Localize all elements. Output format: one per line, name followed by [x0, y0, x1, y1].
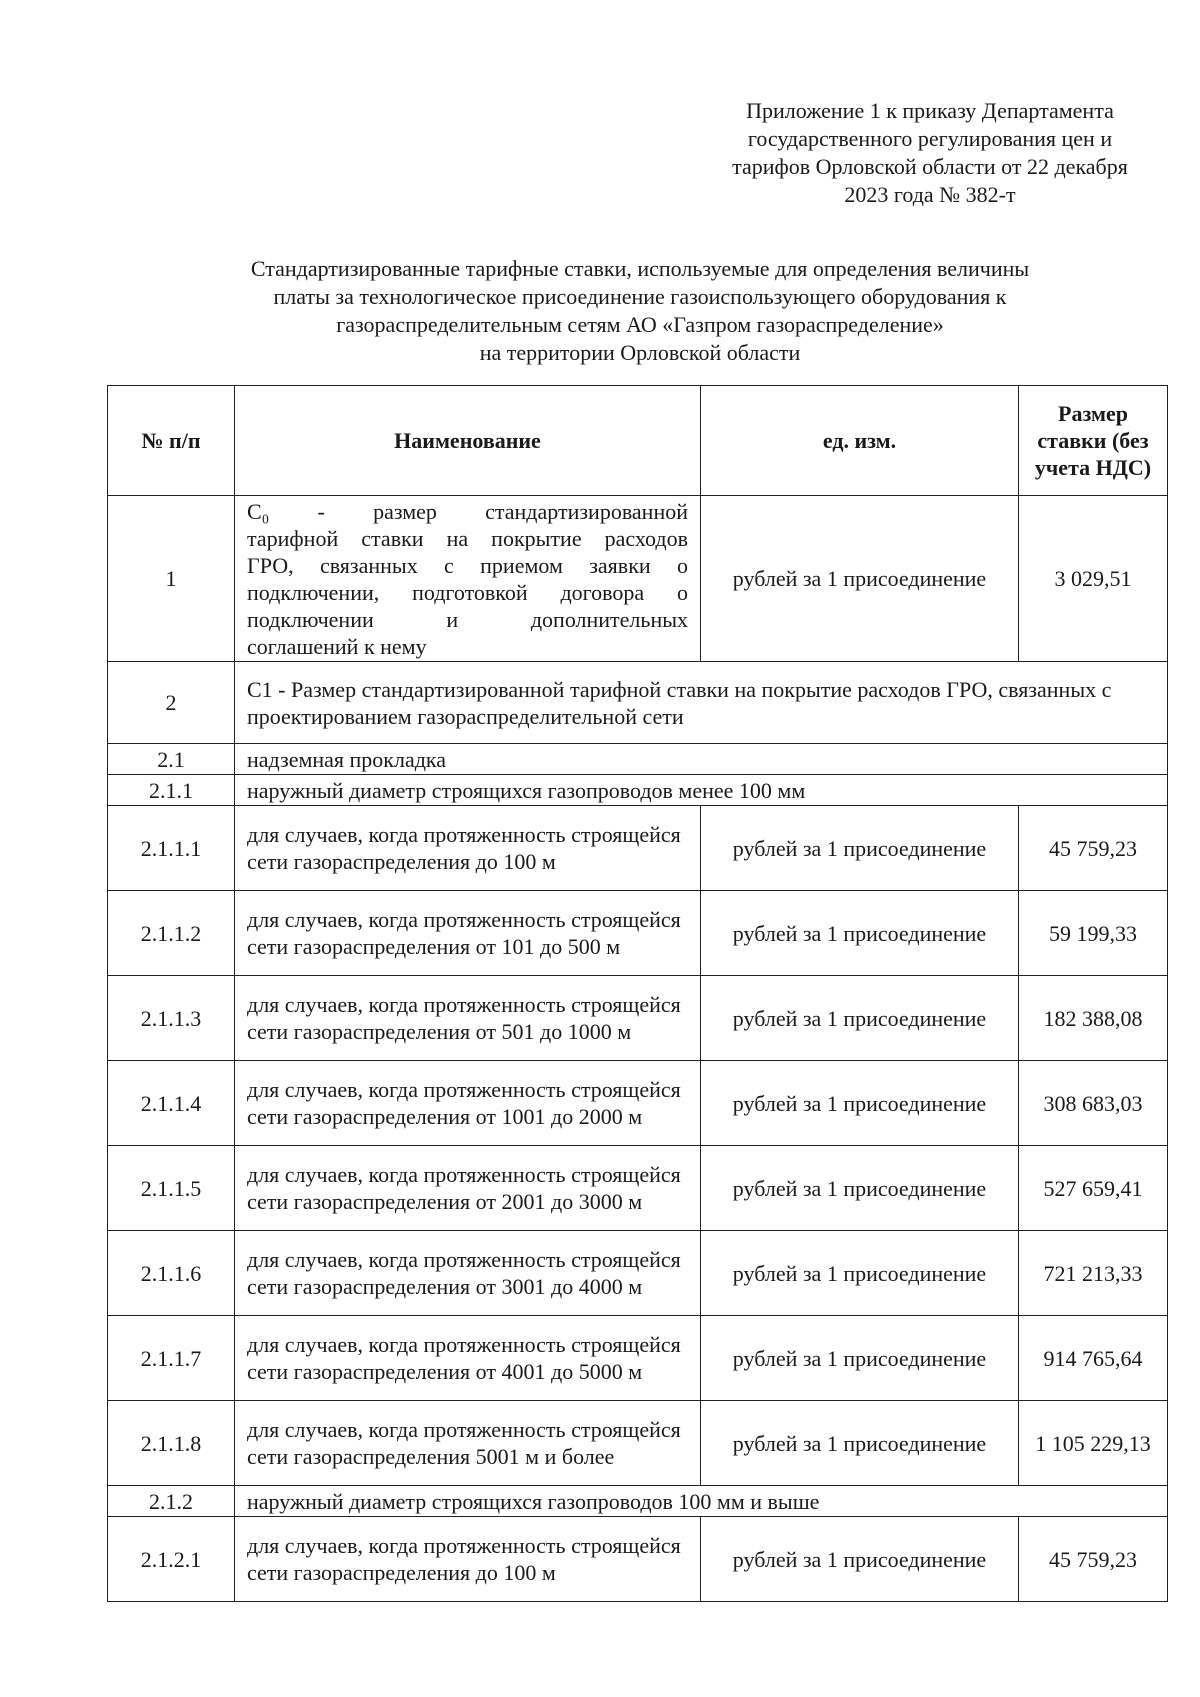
- row-name: для случаев, когда протяженность строящейся сети газораспределения от 4001 до 5000 м: [235, 1316, 701, 1401]
- row-num: 2.1.1.4: [108, 1061, 235, 1146]
- row-num: 1: [108, 496, 235, 662]
- appendix-line: 2023 года № 382-т: [844, 182, 1016, 207]
- row-name: наружный диаметр строящихся газопроводов 100 мм и выше: [235, 1486, 1168, 1517]
- row-unit: рублей за 1 присоединение: [701, 1517, 1019, 1602]
- row-name-line: подключении, подготовкой договора о: [247, 579, 688, 605]
- table-row: [108, 1061, 1168, 1146]
- row-value: 45 759,23: [1019, 806, 1168, 891]
- row-name-line: тарифной ставки на покрытие расходов: [247, 525, 688, 551]
- row-num: 2.1.1: [108, 775, 235, 806]
- row-num: 2.1.1.1: [108, 806, 235, 891]
- row-num: 2.1.1.5: [108, 1146, 235, 1231]
- row-name: наружный диаметр строящихся газопроводов менее 100 мм: [235, 775, 1168, 806]
- row-name: для случаев, когда протяженность строящейся сети газораспределения от 501 до 1000 м: [235, 976, 701, 1061]
- header-name: Наименование: [235, 386, 701, 496]
- row-unit: рублей за 1 присоединение: [701, 976, 1019, 1061]
- row-unit: рублей за 1 присоединение: [701, 496, 1019, 662]
- row-name: С1 - Размер стандартизированной тарифной ставки на покрытие расходов ГРО, связанных с проектированием газораспределительной сети: [235, 662, 1168, 744]
- row-num: 2.1.2: [108, 1486, 235, 1517]
- row-value: 1 105 229,13: [1019, 1401, 1168, 1486]
- row-num: 2: [108, 662, 235, 744]
- appendix-note: [700, 97, 1160, 209]
- title-line: платы за технологическое присоединение газоиспользующего оборудования к: [273, 284, 1007, 309]
- header-rate: Размер ставки (без учета НДС): [1019, 386, 1168, 496]
- row-num: 2.1.1.2: [108, 891, 235, 976]
- row-unit: рублей за 1 присоединение: [701, 891, 1019, 976]
- row-unit: рублей за 1 присоединение: [701, 806, 1019, 891]
- title-line: газораспределительным сетям АО «Газпром газораспределение»: [336, 312, 944, 337]
- table-row: [108, 1517, 1168, 1602]
- row-value: 3 029,51: [1019, 496, 1168, 662]
- table-row: [108, 1401, 1168, 1486]
- document-title: [140, 255, 1140, 367]
- table-row: [108, 1146, 1168, 1231]
- row-unit: рублей за 1 присоединение: [701, 1231, 1019, 1316]
- row-value: 721 213,33: [1019, 1231, 1168, 1316]
- appendix-line: тарифов Орловской области от 22 декабря: [732, 154, 1128, 179]
- row-num: 2.1.1.8: [108, 1401, 235, 1486]
- row-name: для случаев, когда протяженность строящейся сети газораспределения от 1001 до 2000 м: [235, 1061, 701, 1146]
- row-name: [235, 496, 701, 662]
- table-row: [108, 1231, 1168, 1316]
- row-name: для случаев, когда протяженность строящейся сети газораспределения от 101 до 500 м: [235, 891, 701, 976]
- row-value: 914 765,64: [1019, 1316, 1168, 1401]
- table-row: [108, 1316, 1168, 1401]
- table-row: [108, 1486, 1168, 1517]
- row-name: для случаев, когда протяженность строящейся сети газораспределения от 3001 до 4000 м: [235, 1231, 701, 1316]
- row-name: для случаев, когда протяженность строящейся сети газораспределения до 100 м: [235, 1517, 701, 1602]
- table-row: [108, 775, 1168, 806]
- table-header-row: [108, 386, 1168, 496]
- row-name-line: ГРО, связанных с приемом заявки о: [247, 552, 688, 578]
- row-num: 2.1.1.3: [108, 976, 235, 1061]
- row-unit: рублей за 1 присоединение: [701, 1061, 1019, 1146]
- row-num: 2.1.1.7: [108, 1316, 235, 1401]
- table-row: [108, 806, 1168, 891]
- row-unit: рублей за 1 присоединение: [701, 1146, 1019, 1231]
- row-num: 2.1: [108, 744, 235, 775]
- row-unit: рублей за 1 присоединение: [701, 1401, 1019, 1486]
- row-value: 527 659,41: [1019, 1146, 1168, 1231]
- row-name: для случаев, когда протяженность строящейся сети газораспределения от 2001 до 3000 м: [235, 1146, 701, 1231]
- table-row: [108, 891, 1168, 976]
- row-name-line: соглашений к нему: [247, 633, 427, 659]
- row-name-line: подключении и дополнительных: [247, 606, 688, 632]
- table-row: [108, 744, 1168, 775]
- row-unit: рублей за 1 присоединение: [701, 1316, 1019, 1401]
- row-name: надземная прокладка: [235, 744, 1168, 775]
- row-value: 45 759,23: [1019, 1517, 1168, 1602]
- row-num: 2.1.1.6: [108, 1231, 235, 1316]
- table-row: [108, 496, 1168, 662]
- row-value: 308 683,03: [1019, 1061, 1168, 1146]
- row-name: для случаев, когда протяженность строящейся сети газораспределения 5001 м и более: [235, 1401, 701, 1486]
- rates-table: [107, 385, 1168, 1602]
- appendix-line: Приложение 1 к приказу Департамента: [746, 98, 1114, 123]
- row-value: 59 199,33: [1019, 891, 1168, 976]
- title-line: на территории Орловской области: [479, 340, 801, 365]
- row-num: 2.1.2.1: [108, 1517, 235, 1602]
- row-name-line: С₀ - размер стандартизированной: [247, 498, 688, 524]
- row-name: для случаев, когда протяженность строящейся сети газораспределения до 100 м: [235, 806, 701, 891]
- header-num: № п/п: [108, 386, 235, 496]
- table-row: [108, 662, 1168, 744]
- title-line: Стандартизированные тарифные ставки, используемые для определения величины: [250, 256, 1030, 281]
- header-unit: ед. изм.: [701, 386, 1019, 496]
- row-value: 182 388,08: [1019, 976, 1168, 1061]
- appendix-line: государственного регулирования цен и: [747, 126, 1113, 151]
- table-row: [108, 976, 1168, 1061]
